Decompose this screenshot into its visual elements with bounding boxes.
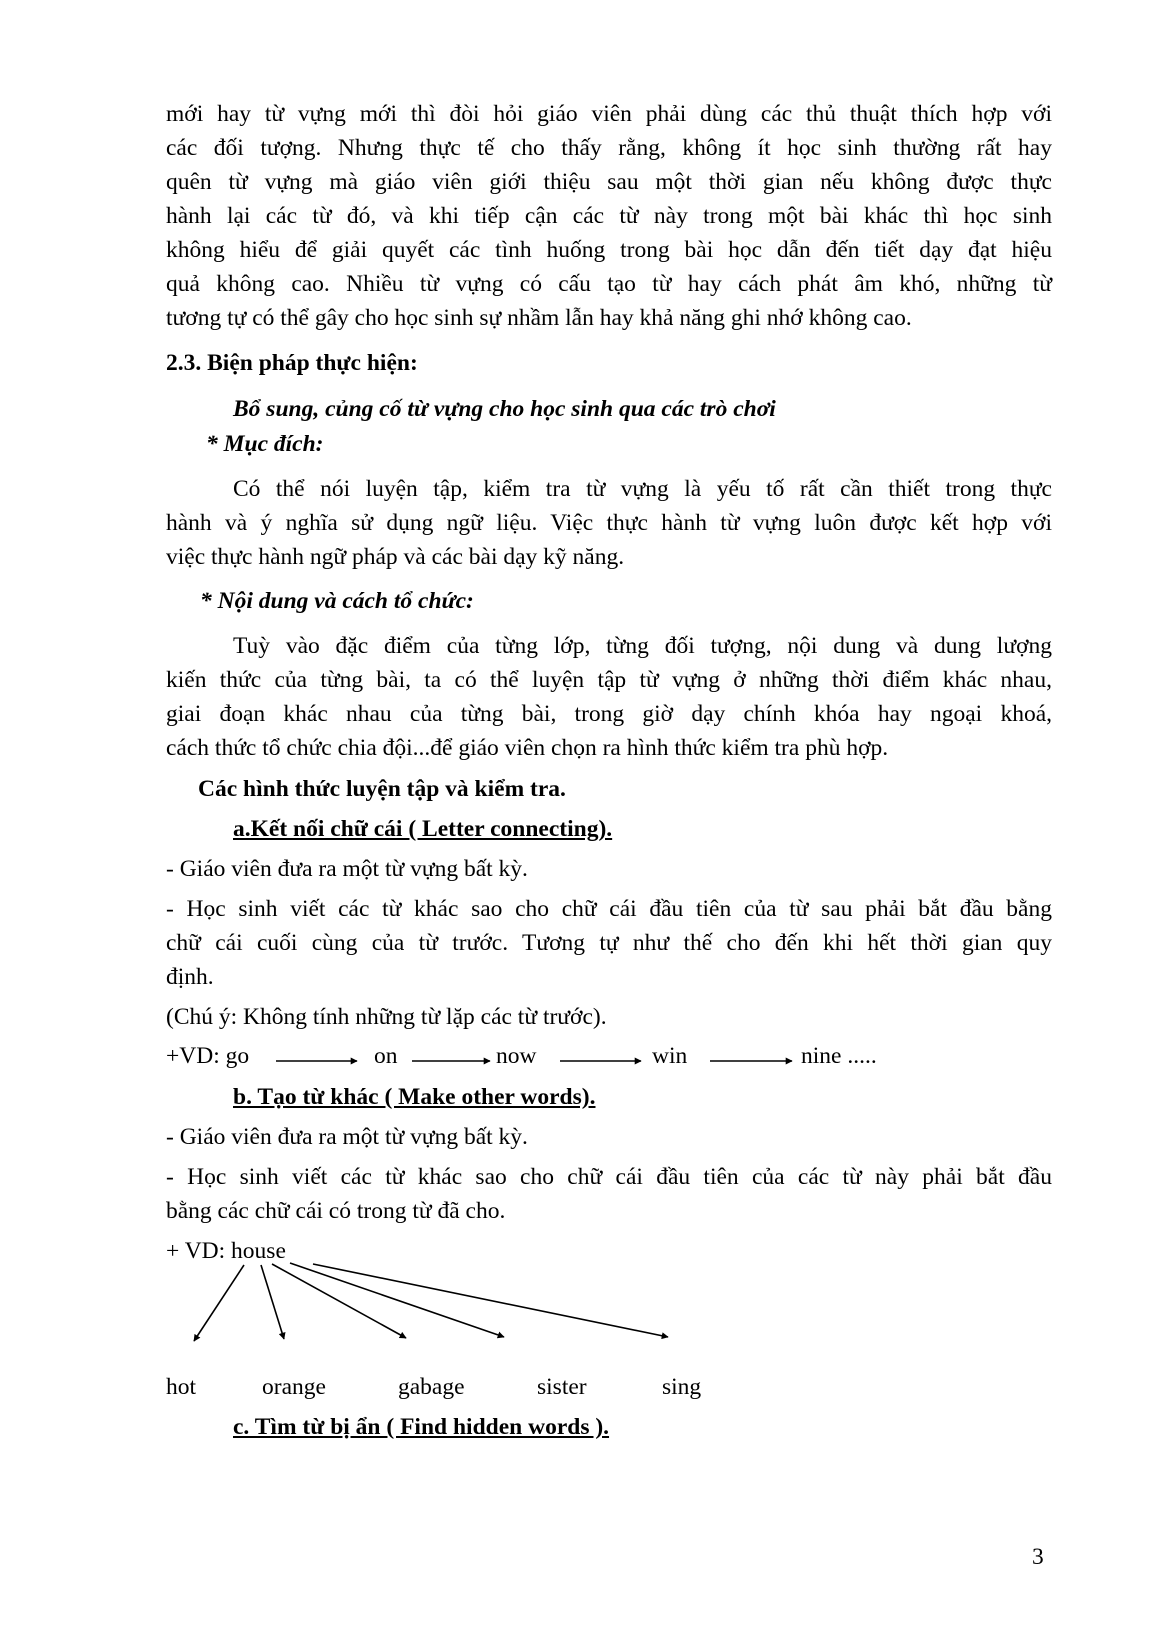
section-subtitle: Bổ sung, củng cố từ vựng cho học sinh qua các trò chơi — [233, 396, 776, 422]
game-b-title: b. Tạo từ khác ( Make other words). — [233, 1084, 596, 1110]
content-line: cách thức tổ chức chia đội...để giáo viên chọn ra hình thức kiểm tra phù hợp. — [166, 735, 889, 761]
forms-heading: Các hình thức luyện tập và kiểm tra. — [198, 776, 566, 802]
body-line: các đối tượng. Nhưng thực tế cho thấy rằng, không ít học sinh thường rất hay — [166, 135, 1052, 161]
derived-word: sister — [537, 1374, 587, 1400]
body-line: tương tự có thể gây cho học sinh sự nhầm lẫn hay khả năng ghi nhớ không cao. — [166, 305, 912, 331]
game-a-line: - Học sinh viết các từ khác sao cho chữ cái đầu tiên của từ sau phải bắt đầu bằng — [166, 896, 1052, 922]
game-b-example-prefix: + VD: house — [166, 1238, 286, 1264]
game-a-note: (Chú ý: Không tính những từ lặp các từ trước). — [166, 1004, 607, 1030]
game-a-line: chữ cái cuối cùng của từ trước. Tương tự như thế cho đến khi hết thời gian quy — [166, 930, 1052, 956]
derived-word: sing — [662, 1374, 702, 1400]
derived-word: gabage — [398, 1374, 465, 1400]
arrow-to-orange-icon — [261, 1265, 284, 1339]
body-line: quên từ vựng mà giáo viên giới thiệu sau một thời gian nếu không được thực — [166, 169, 1052, 195]
content-heading: * Nội dung và cách tổ chức: — [200, 588, 474, 614]
derived-word: hot — [166, 1374, 197, 1400]
derived-word: orange — [262, 1374, 326, 1400]
game-a-example-prefix: +VD: go — [166, 1043, 250, 1069]
game-b-line: bằng các chữ cái có trong từ đã cho. — [166, 1198, 506, 1224]
content-line: Tuỳ vào đặc điểm của từng lớp, từng đối tượng, nội dung và dung lượng — [233, 633, 1052, 659]
example-word: win — [652, 1043, 688, 1069]
arrow-to-hot-icon — [194, 1265, 244, 1341]
arrow-to-sister-icon — [290, 1263, 504, 1337]
game-b-line: - Giáo viên đưa ra một từ vựng bất kỳ. — [166, 1124, 528, 1150]
arrow-to-gabage-icon — [272, 1264, 406, 1338]
body-line: mới hay từ vựng mới thì đòi hỏi giáo viên phải dùng các thủ thuật thích hợp với — [166, 101, 1052, 127]
page-number: 3 — [1032, 1544, 1044, 1570]
game-a-line: định. — [166, 964, 214, 990]
example-word: now — [496, 1043, 537, 1069]
purpose-heading: * Mục đích: — [206, 431, 324, 457]
game-b-line: - Học sinh viết các từ khác sao cho chữ cái đầu tiên của các từ này phải bắt đầu — [166, 1164, 1052, 1190]
content-line: kiến thức của từng bài, ta có thể luyện tập từ vựng ở những thời điểm khác nhau, — [166, 667, 1052, 693]
body-line: hành lại các từ đó, và khi tiếp cận các từ này trong một bài khác thì học sinh — [166, 203, 1052, 229]
example-word: nine ..... — [801, 1043, 877, 1069]
purpose-line: hành và ý nghĩa sử dụng ngữ liệu. Việc thực hành từ vựng luôn được kết hợp với — [166, 510, 1052, 536]
purpose-line: việc thực hành ngữ pháp và các bài dạy kỹ năng. — [166, 544, 625, 570]
body-line: quả không cao. Nhiều từ vựng có cấu tạo từ hay cách phát âm khó, những từ — [166, 271, 1052, 297]
section-heading: 2.3. Biện pháp thực hiện: — [166, 350, 418, 376]
purpose-line: Có thể nói luyện tập, kiểm tra từ vựng là yếu tố rất cần thiết trong thực — [233, 476, 1052, 502]
game-a-line: - Giáo viên đưa ra một từ vựng bất kỳ. — [166, 856, 528, 882]
arrow-to-sing-icon — [313, 1264, 668, 1337]
body-line: không hiểu để giải quyết các tình huống trong bài học dẫn đến tiết dạy đạt hiệu — [166, 237, 1052, 263]
game-a-title: a.Kết nối chữ cái ( Letter connecting). — [233, 816, 613, 842]
game-c-title: c. Tìm từ bị ẩn ( Find hidden words ). — [233, 1414, 610, 1440]
content-line: giai đoạn khác nhau của từng bài, trong giờ dạy chính khóa hay ngoại khoá, — [166, 701, 1052, 727]
example-word: on — [374, 1043, 398, 1069]
